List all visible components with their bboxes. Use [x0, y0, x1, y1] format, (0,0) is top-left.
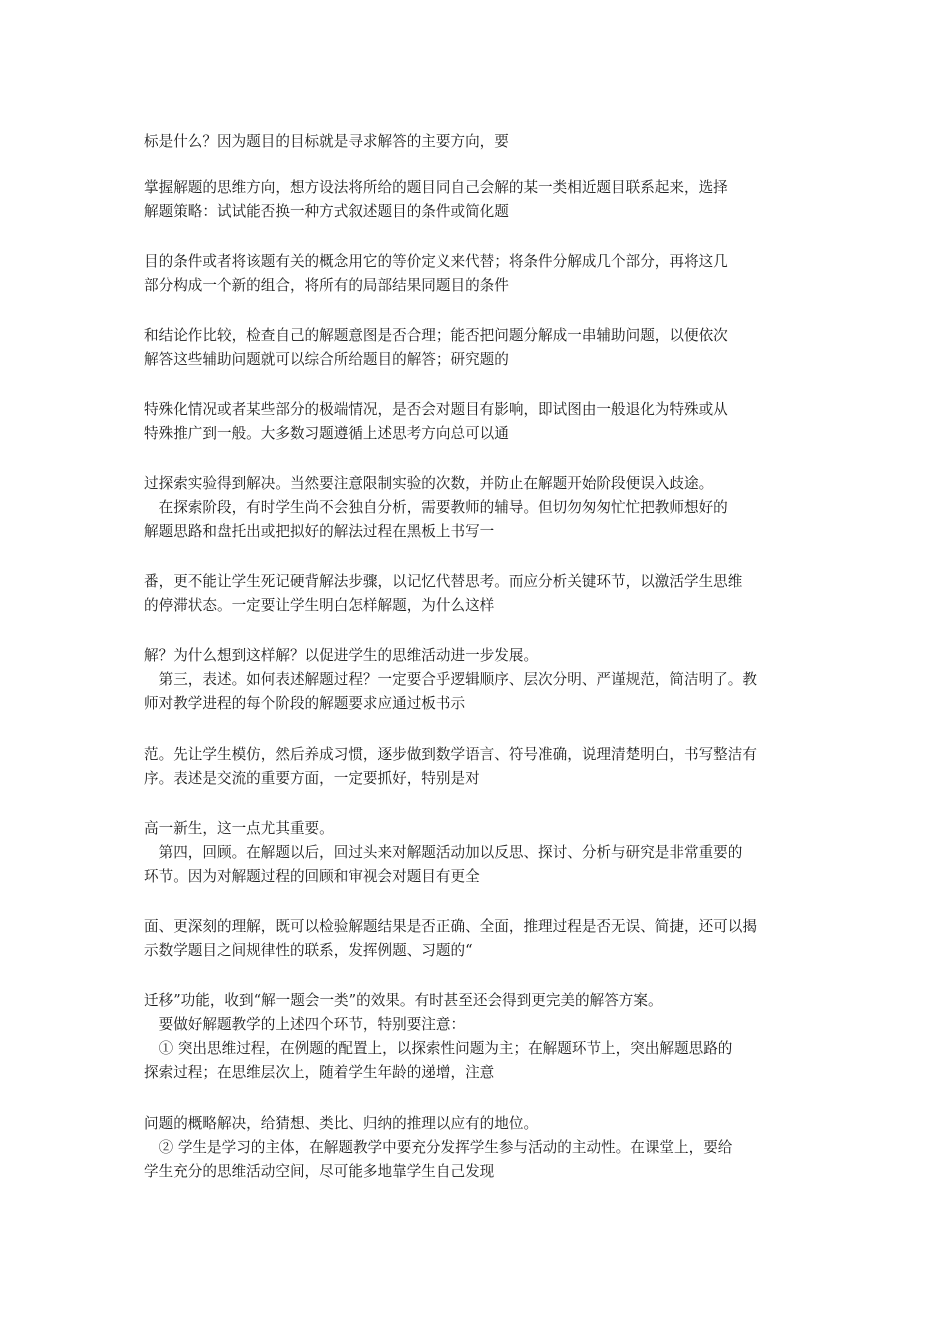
text-line: 解答这些辅助问题就可以综合所给题目的解答；研究题的 — [144, 351, 509, 368]
text-line: 面、更深刻的理解，既可以检验解题结果是否正确、全面，推理过程是否无误、简捷，还可以揭 — [144, 918, 757, 935]
text-line: 示数学题目之间规律性的联系，发挥例题、习题的“ — [144, 942, 473, 959]
text-line: 的停滞状态。一定要让学生明白怎样解题，为什么这样 — [144, 597, 495, 614]
text-line: 第三，表述。如何表述解题过程？一定要合乎逻辑顺序、层次分明、严谨规范，简洁明了。教 — [144, 671, 757, 688]
text-line: 部分构成一个新的组合，将所有的局部结果同题目的条件 — [144, 277, 509, 294]
text-line: 问题的概略解决，给猜想、类比、归纳的推理以应有的地位。 — [144, 1115, 539, 1132]
text-line: 和结论作比较，检查自己的解题意图是否合理；能否把问题分解成一串辅助问题，以便依次 — [144, 327, 728, 344]
text-line: 序。表述是交流的重要方面，一定要抓好，特别是对 — [144, 770, 480, 787]
text-line: 标是什么？因为题目的目标就是寻求解答的主要方向，要 — [144, 133, 509, 150]
text-line: ② 学生是学习的主体，在解题教学中要充分发挥学生参与活动的主动性。在课堂上，要给 — [144, 1139, 733, 1156]
text-line: 在探索阶段，有时学生尚不会独自分析，需要教师的辅导。但切勿匆匆忙忙把教师想好的 — [144, 499, 728, 516]
text-line: 师对教学进程的每个阶段的解题要求应通过板书示 — [144, 695, 466, 712]
text-line: 番，更不能让学生死记硬背解法步骤，以记忆代替思考。而应分析关键环节，以激活学生思维 — [144, 573, 743, 590]
text-line: 解题策略：试试能否换一种方式叙述题目的条件或简化题 — [144, 203, 509, 220]
text-line: 掌握解题的思维方向，想方设法将所给的题目同自己会解的某一类相近题目联系起来，选择 — [144, 179, 728, 196]
text-line: 过探索实验得到解决。当然要注意限制实验的次数，并防止在解题开始阶段便误入歧途。 — [144, 475, 714, 492]
text-line: 第四，回顾。在解题以后，回过头来对解题活动加以反思、探讨、分析与研究是非常重要的 — [144, 844, 743, 861]
text-line: ① 突出思维过程，在例题的配置上，以探索性问题为主；在解题环节上，突出解题思路的 — [144, 1040, 733, 1057]
text-line: 学生充分的思维活动空间，尽可能多地靠学生自己发现 — [144, 1163, 495, 1180]
text-line: 目的条件或者将该题有关的概念用它的等价定义来代替；将条件分解成几个部分，再将这几 — [144, 253, 728, 270]
text-line: 特殊化情况或者某些部分的极端情况，是否会对题目有影响，即试图由一般退化为特殊或从 — [144, 401, 728, 418]
text-line: 解？为什么想到这样解？以促进学生的思维活动进一步发展。 — [144, 647, 539, 664]
text-line: 要做好解题教学的上述四个环节，特别要注意： — [144, 1016, 466, 1033]
text-line: 范。先让学生模仿，然后养成习惯，逐步做到数学语言、符号准确，说理清楚明白，书写整洁有 — [144, 746, 757, 763]
text-line: 环节。因为对解题过程的回顾和审视会对题目有更全 — [144, 868, 480, 885]
text-line: 高一新生，这一点尤其重要。 — [144, 820, 334, 837]
text-line: 探索过程；在思维层次上，随着学生年龄的递增，注意 — [144, 1064, 495, 1081]
text-line: 迁移”功能，收到“解一题会一类”的效果。有时甚至还会得到更完美的解答方案。 — [144, 992, 663, 1009]
text-line: 特殊推广到一般。大多数习题遵循上述思考方向总可以通 — [144, 425, 509, 442]
text-line: 解题思路和盘托出或把拟好的解法过程在黑板上书写一 — [144, 523, 495, 540]
